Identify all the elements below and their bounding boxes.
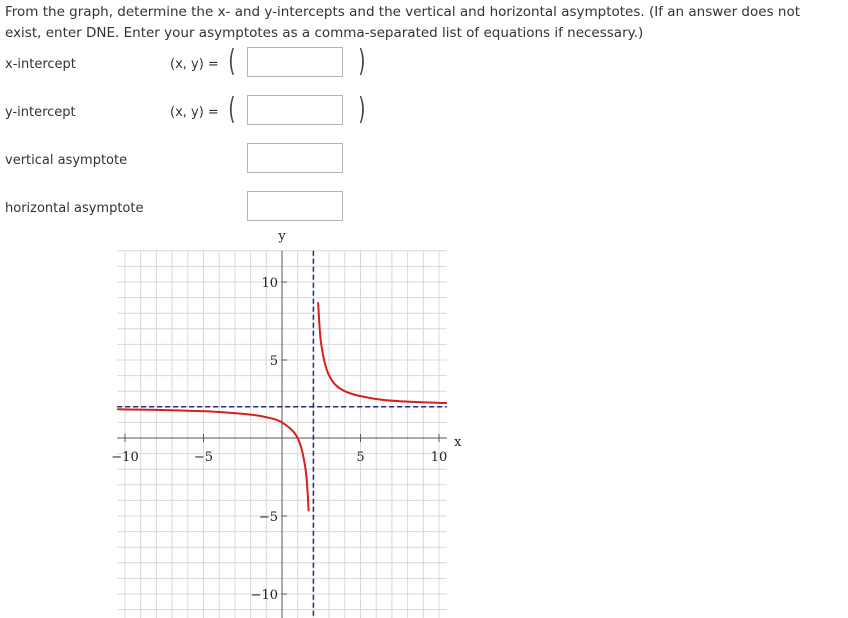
vertical-asymptote-label: vertical asymptote: [5, 153, 128, 168]
y-tick-label: −10: [250, 588, 278, 603]
x-tick-label: 5: [356, 450, 365, 465]
y-intercept-label: y-intercept: [5, 105, 76, 120]
close-paren-icon: ): [358, 44, 366, 79]
x-tick-label: 10: [430, 450, 448, 465]
x-axis-label: x: [454, 435, 462, 450]
x-intercept-coord-label: (x, y) =: [170, 57, 219, 72]
open-paren-icon: (: [228, 92, 236, 127]
y-axis-label: y: [278, 228, 286, 244]
y-intercept-coord-label: (x, y) =: [170, 105, 219, 120]
x-tick-label: −5: [193, 450, 214, 465]
open-paren-icon: (: [228, 44, 236, 79]
horizontal-asymptote-label: horizontal asymptote: [5, 201, 144, 216]
y-tick-label: 10: [261, 276, 278, 291]
close-paren-icon: ): [358, 92, 366, 127]
question-text: From the graph, determine the x- and y-intercepts and the vertical and horizontal asymptotes. (If an answer does not exist, enter DNE. Enter your asymptotes as a comma-separated list of equations if necessary.): [5, 4, 801, 41]
curve-branch: [318, 302, 447, 403]
x-tick-label: −10: [111, 450, 139, 465]
y-tick-label: 5: [269, 354, 278, 369]
x-intercept-label: x-intercept: [5, 57, 76, 72]
y-tick-label: −5: [258, 510, 278, 525]
